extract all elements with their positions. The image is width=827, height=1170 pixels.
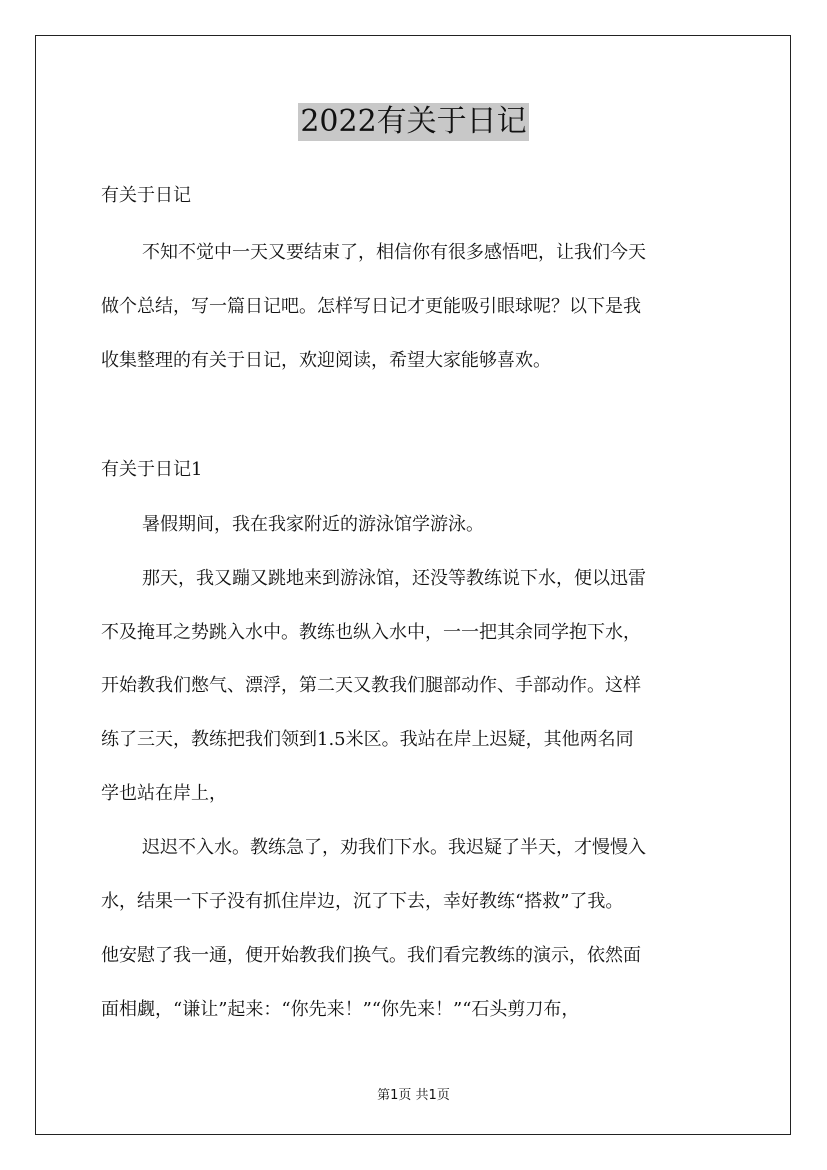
text-line: 做个总结，写一篇日记吧。怎样写日记才更能吸引眼球呢？以下是我 <box>101 296 641 317</box>
text-line: 练了三天，教练把我们领到1.5米区。我站在岸上迟疑，其他两名同 <box>101 729 634 750</box>
text-line: 面相觑，“谦让”起来：“你先来！”“你先来！”“石头剪刀布， <box>101 999 580 1020</box>
text-line: 有关于日记1 <box>101 459 203 480</box>
text-line: 不及掩耳之势跳入水中。教练也纵入水中，一一把其余同学抱下水， <box>101 622 641 643</box>
text-line: 学也站在岸上， <box>101 783 227 804</box>
text-line: 迟迟不入水。教练急了，劝我们下水。我迟疑了半天，才慢慢入 <box>142 837 646 858</box>
text-line: 收集整理的有关于日记，欢迎阅读，希望大家能够喜欢。 <box>101 350 551 371</box>
text-line: 他安慰了我一通，便开始教我们换气。我们看完教练的演示，依然面 <box>101 945 641 966</box>
text-line: 那天，我又蹦又跳地来到游泳馆，还没等教练说下水，便以迅雷 <box>142 568 646 589</box>
document-title: 2022有关于日记 <box>300 104 527 139</box>
page-footer: 第1页 共1页 <box>377 1088 450 1103</box>
text-line: 水，结果一下子没有抓住岸边，沉了下去，幸好教练“搭救”了我。 <box>101 891 624 912</box>
text-line: 开始教我们憋气、漂浮，第二天又教我们腿部动作、手部动作。这样 <box>101 675 641 696</box>
text-line: 有关于日记 <box>101 185 191 206</box>
text-line: 不知不觉中一天又要结束了，相信你有很多感悟吧，让我们今天 <box>142 242 646 263</box>
title-container <box>0 103 827 141</box>
text-line: 暑假期间，我在我家附近的游泳馆学游泳。 <box>142 514 484 535</box>
